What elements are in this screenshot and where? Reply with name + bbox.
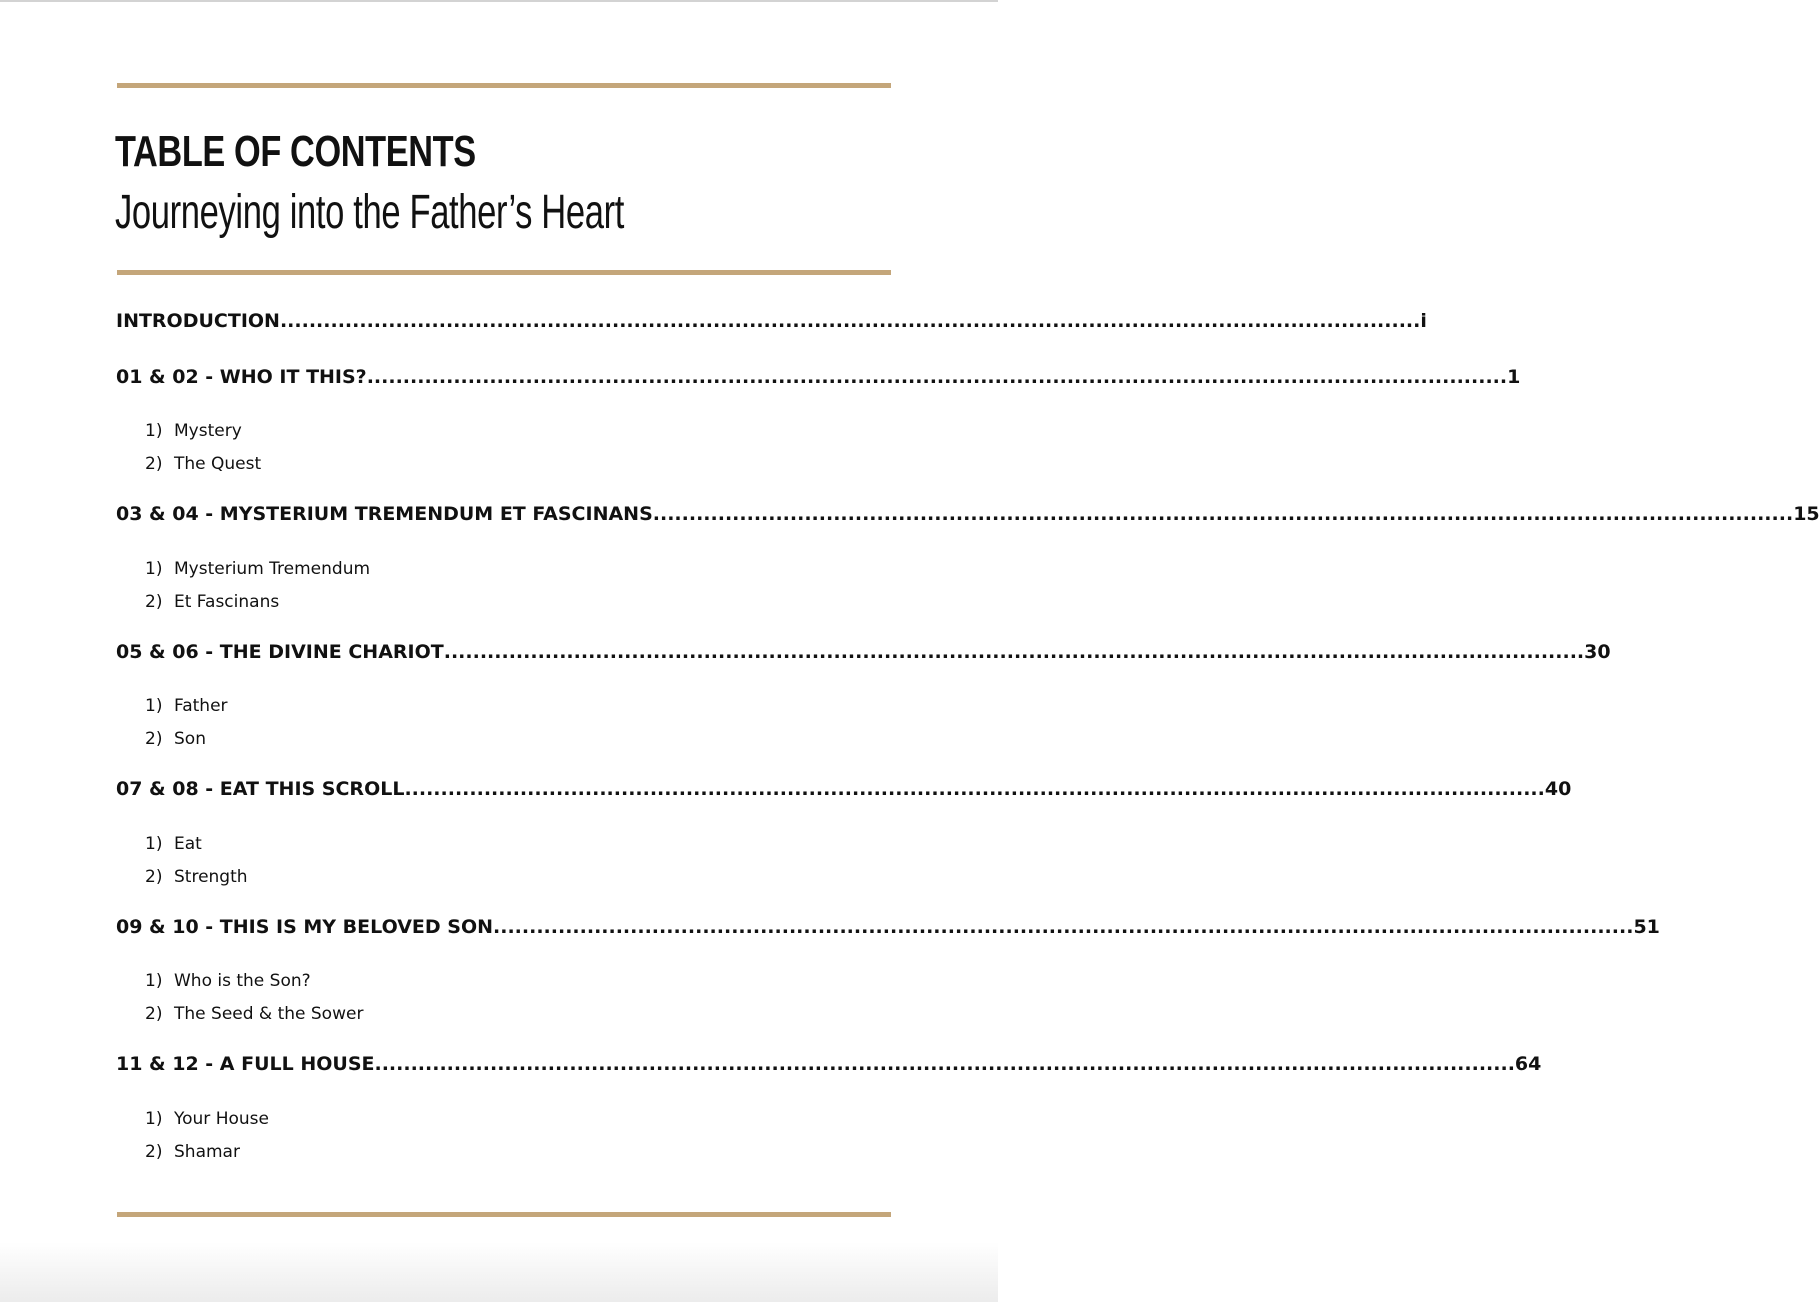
page-subtitle: Journeying into the Father’s Heart — [115, 186, 625, 239]
table-of-contents — [0, 2, 1820, 1302]
toc-subitem-number: 1) — [145, 559, 163, 579]
toc-entry-page: 1 — [1507, 366, 1521, 388]
toc-subitem[interactable] — [145, 454, 261, 474]
toc-leader-dots: .............................................................................................................................................................. — [652, 503, 1794, 525]
page-bottom-shadow — [0, 1242, 998, 1302]
toc-subitem-number: 1) — [145, 971, 163, 991]
toc-leader-dots: .............................................................................................................................................................. — [279, 310, 1421, 332]
toc-leader-dots: .............................................................................................................................................................. — [374, 1053, 1515, 1075]
toc-entry-introduction[interactable] — [116, 310, 1427, 338]
toc-entry-page: 15 — [1793, 503, 1820, 525]
toc-subitem-number: 1) — [145, 696, 163, 716]
toc-entry-01-02[interactable] — [116, 366, 1521, 394]
toc-entry-09-10[interactable] — [116, 916, 1660, 944]
toc-entry-page: 64 — [1514, 1053, 1542, 1075]
toc-subitem-text: Et Fascinans — [174, 592, 280, 612]
toc-leader-dots: .............................................................................................................................................................. — [404, 778, 1545, 800]
toc-subitem[interactable] — [145, 834, 202, 854]
toc-subitem-text: Your House — [174, 1109, 269, 1129]
toc-subitem-number: 1) — [145, 421, 163, 441]
toc-subitem-text: The Seed & the Sower — [174, 1004, 364, 1024]
toc-entry-page: 51 — [1633, 916, 1660, 938]
toc-subitem-number: 2) — [145, 1142, 163, 1162]
toc-subitem-text: Who is the Son? — [174, 971, 311, 991]
toc-subitem[interactable] — [145, 592, 279, 612]
page-title: TABLE OF CONTENTS — [115, 127, 476, 176]
toc-subitem-number: 2) — [145, 729, 163, 749]
toc-subitem-text: The Quest — [174, 454, 262, 474]
toc-subitem[interactable] — [145, 1004, 363, 1024]
toc-leader-dots: .............................................................................................................................................................. — [493, 916, 1634, 938]
toc-subitem[interactable] — [145, 696, 228, 716]
toc-entry-label: 05 & 06 - THE DIVINE CHARIOT — [116, 641, 444, 663]
toc-subitem-text: Shamar — [174, 1142, 240, 1162]
toc-leader-dots: .............................................................................................................................................................. — [366, 366, 1508, 388]
toc-subitem-text: Son — [174, 729, 206, 749]
toc-subitem[interactable] — [145, 971, 311, 991]
toc-entry-page: i — [1420, 310, 1427, 332]
toc-entry-05-06[interactable] — [116, 641, 1611, 669]
toc-entry-label: 03 & 04 - MYSTERIUM TREMENDUM ET FASCINANS — [116, 503, 653, 525]
toc-subitem-number: 2) — [145, 454, 163, 474]
toc-entry-label: INTRODUCTION — [116, 310, 280, 332]
toc-subitem-number: 2) — [145, 867, 163, 887]
toc-subitem[interactable] — [145, 1109, 269, 1129]
toc-entry-03-04[interactable] — [116, 503, 1820, 531]
toc-entry-11-12[interactable] — [116, 1053, 1542, 1081]
toc-entry-page: 40 — [1544, 778, 1572, 800]
toc-subitem[interactable] — [145, 867, 248, 887]
toc-subitem[interactable] — [145, 559, 370, 579]
toc-subitem[interactable] — [145, 421, 242, 441]
toc-subitem-text: Mysterium Tremendum — [174, 559, 371, 579]
toc-leader-dots: .............................................................................................................................................................. — [443, 641, 1585, 663]
footer-divider — [117, 1212, 891, 1217]
toc-entry-page: 30 — [1584, 641, 1611, 663]
toc-subitem-number: 2) — [145, 592, 163, 612]
toc-entry-label: 11 & 12 - A FULL HOUSE — [116, 1053, 375, 1075]
toc-entry-label: 09 & 10 - THIS IS MY BELOVED SON — [116, 916, 494, 938]
toc-subitem[interactable] — [145, 1142, 240, 1162]
toc-subitem[interactable] — [145, 729, 206, 749]
toc-subitem-text: Eat — [174, 834, 202, 854]
toc-subitem-number: 1) — [145, 1109, 163, 1129]
toc-subitem-number: 1) — [145, 834, 163, 854]
toc-entry-07-08[interactable] — [116, 778, 1572, 806]
toc-entry-label: 07 & 08 - EAT THIS SCROLL — [116, 778, 405, 800]
toc-subitem-text: Father — [174, 696, 228, 716]
document-page — [0, 2, 1820, 1302]
toc-subitem-text: Mystery — [174, 421, 242, 441]
toc-subitem-text: Strength — [174, 867, 248, 887]
toc-subitem-number: 2) — [145, 1004, 163, 1024]
toc-entry-label: 01 & 02 - WHO IT THIS? — [116, 366, 367, 388]
